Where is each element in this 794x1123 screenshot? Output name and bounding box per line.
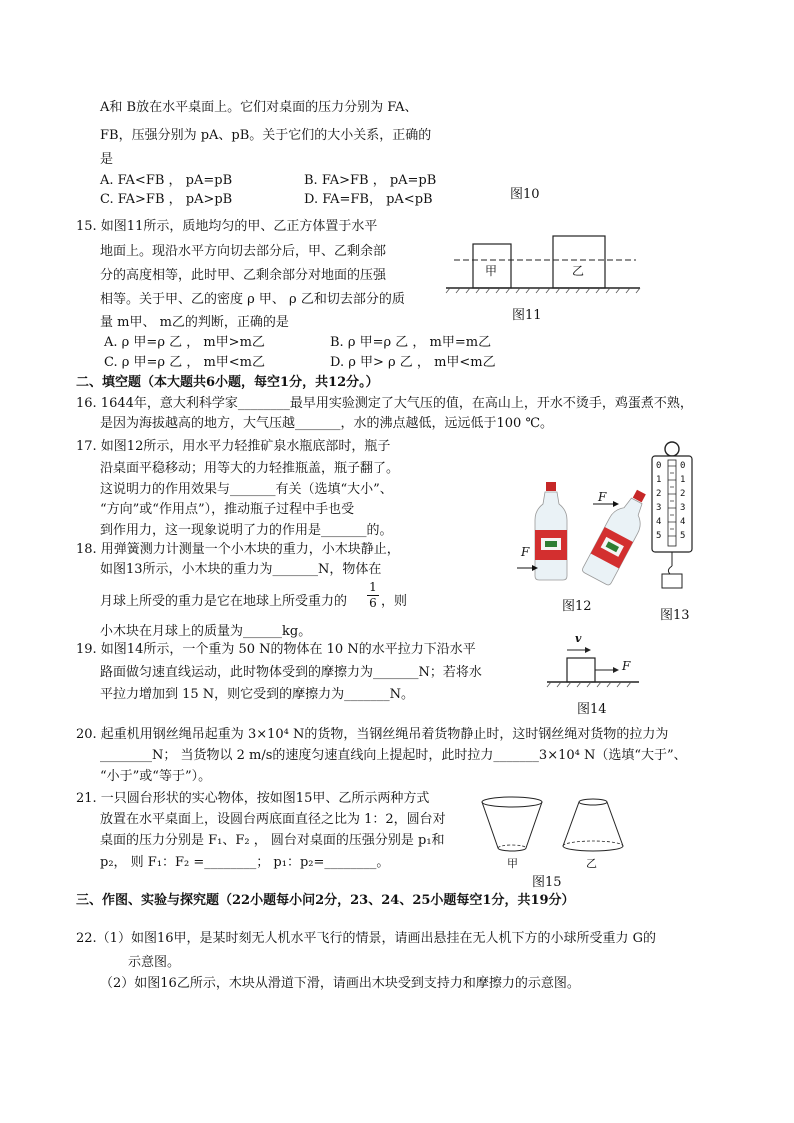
q22-line3: （2）如图16乙所示，木块从滑道下滑，请画出木块受到支持力和摩擦力的示意图。 (100, 976, 580, 991)
q18-line4: 小木块在月球上的质量为______kg。 (100, 624, 312, 639)
fig12-force-label-bottom: F (521, 545, 530, 559)
fig11-cubes-diagram (446, 232, 642, 296)
q21-line1: 21. 一只圆台形状的实心物体，按如图15甲、乙所示两种方式 (76, 791, 430, 806)
q15-option-c: C. ρ 甲=ρ 乙 ， m甲<m乙 (104, 355, 266, 370)
upright-bottle (535, 482, 567, 580)
fig15-caption: 图15 (532, 875, 562, 890)
fig13-scale-left-ticks: 0 1 2 3 4 5 (656, 461, 662, 541)
q17-line5: 到作用力，这一现象说明了力的作用是_______的。 (100, 523, 393, 538)
fig12-bottles-diagram (515, 480, 645, 590)
q14-option-d: D. FA=FB， pA<pB (304, 192, 433, 207)
q22-line1: 22.（1）如图16甲，是某时刻无人机水平飞行的情景，请画出悬挂在无人机下方的小球所受重力 G的 (76, 931, 657, 946)
q14-line1: A和 B放在水平桌面上。它们对桌面的压力分别为 FA、 (100, 100, 418, 115)
q18-line3a: 月球上所受的重力是它在地球上所受重力的 (100, 594, 348, 609)
q21-line3: 桌面的压力分别是 F₁、F₂ ， 圆台对桌面的压强分别是 p₁和 (100, 833, 445, 848)
section2-heading: 二、填空题（本大题共6小题，每空1分，共12分。） (76, 375, 379, 390)
fig13-caption: 图13 (660, 608, 690, 623)
fig14-force-label: F (622, 659, 631, 673)
fig11-caption: 图11 (512, 308, 542, 323)
q14-line3: 是 (100, 152, 114, 167)
q15-line5: 量 m甲、 m乙的判断，正确的是 (100, 315, 289, 330)
section3-heading: 三、作图、实验与探究题（22小题每小问2分，23、24、25小题每空1分，共19分） (76, 893, 575, 908)
q15-line4: 相等。关于甲、乙的密度 ρ 甲、 ρ 乙和切去部分的质 (100, 292, 405, 307)
q17-line3: 这说明力的作用效果与_______有关（选填“大小”、 (100, 482, 393, 497)
q15-option-a: A. ρ 甲=ρ 乙 ， m甲>m乙 (104, 335, 265, 350)
fig15-label-yi: 乙 (586, 857, 597, 870)
q17-line4: “方向”或“作用点”），推动瓶子过程中手也受 (100, 502, 355, 517)
q21-line2: 放置在水平桌面上，设圆台两底面直径之比为 1：2，圆台对 (100, 812, 446, 827)
q15-option-d: D. ρ 甲> ρ 乙 ， m甲<m乙 (330, 355, 496, 370)
q16-line1: 16. 1644年，意大利科学家________最早用实验测定了大气压的值，在高山上，开水不烫手，鸡蛋煮不熟， (76, 396, 693, 411)
q15-line2: 地面上。现沿水平方向切去部分后，甲、乙剩余部 (100, 244, 387, 259)
q14-option-b: B. FA>FB ， pA=pB (304, 173, 437, 188)
fig15-frustum-diagram (478, 794, 638, 856)
fig14-velocity-label: v (575, 632, 582, 645)
q18-line2: 如图13所示，小木块的重力为_______N，物体在 (100, 562, 382, 577)
q22-line2: 示意图。 (128, 955, 181, 970)
q14-line2: FB，压强分别为 pA、pB。关于它们的大小关系，正确的 (100, 128, 432, 143)
fig13-scale-right-ticks: 0 1 2 3 4 5 (680, 461, 686, 541)
q20-line2: ________N； 当货物以 2 m/s的速度匀速直线向上提起时，此时拉力_______3×10⁴ N（选填“大于”、 (100, 748, 687, 763)
q21-line4: p₂， 则 F₁：F₂ =________； p₁：p₂=________。 (100, 855, 390, 870)
fraction-denominator: 6 (367, 595, 379, 611)
fig14-caption: 图14 (577, 702, 607, 717)
fig12-caption: 图12 (562, 599, 592, 614)
q20-line3: “小于”或“等于”）。 (100, 769, 212, 784)
q19-line3: 平拉力增加到 15 N，则它受到的摩擦力为_______N。 (100, 687, 415, 702)
fraction-one-sixth (367, 580, 379, 611)
q17-line1: 17. 如图12所示，用水平力轻推矿泉水瓶底部时，瓶子 (76, 439, 391, 454)
fraction-numerator: 1 (369, 580, 377, 594)
q15-line3: 分的高度相等，此时甲、乙剩余部分对地面的压强 (100, 268, 387, 283)
q15-option-b: B. ρ 甲=ρ 乙 ， m甲=m乙 (330, 335, 492, 350)
q16-line2: 是因为海拔越高的地方，大气压越_______，水的沸点越低，远远低于100 ℃。 (100, 416, 553, 431)
q19-line2: 路面做匀速直线运动，此时物体受到的摩擦力为_______N；若将水 (100, 665, 482, 680)
fig11-label-jia: 甲 (485, 264, 498, 278)
fig12-force-label-top: F (598, 490, 607, 504)
q19-line1: 19. 如图14所示，一个重为 50 N的物体在 10 N的水平拉力下沿水平 (76, 642, 476, 657)
fig15-label-jia: 甲 (507, 857, 518, 870)
q15-line1: 15. 如图11所示，质地均匀的甲、乙正方体置于水平 (76, 219, 378, 234)
q17-line2: 沿桌面平稳移动；用等大的力轻推瓶盖，瓶子翻了。 (100, 461, 400, 476)
fig10-caption: 图10 (510, 187, 540, 202)
q18-line1: 18. 用弹簧测力计测量一个小木块的重力，小木块静止， (76, 542, 400, 557)
q14-option-a: A. FA<FB ， pA=pB (100, 173, 233, 188)
fig11-label-yi: 乙 (572, 264, 585, 278)
q18-line3b: ，则 (381, 594, 408, 609)
q14-option-c: C. FA>FB ， pA>pB (100, 192, 233, 207)
q20-line1: 20. 起重机用钢丝绳吊起重为 3×10⁴ N的货物，当钢丝绳吊着货物静止时，这时钢丝绳对货物的拉力为 (76, 727, 669, 742)
